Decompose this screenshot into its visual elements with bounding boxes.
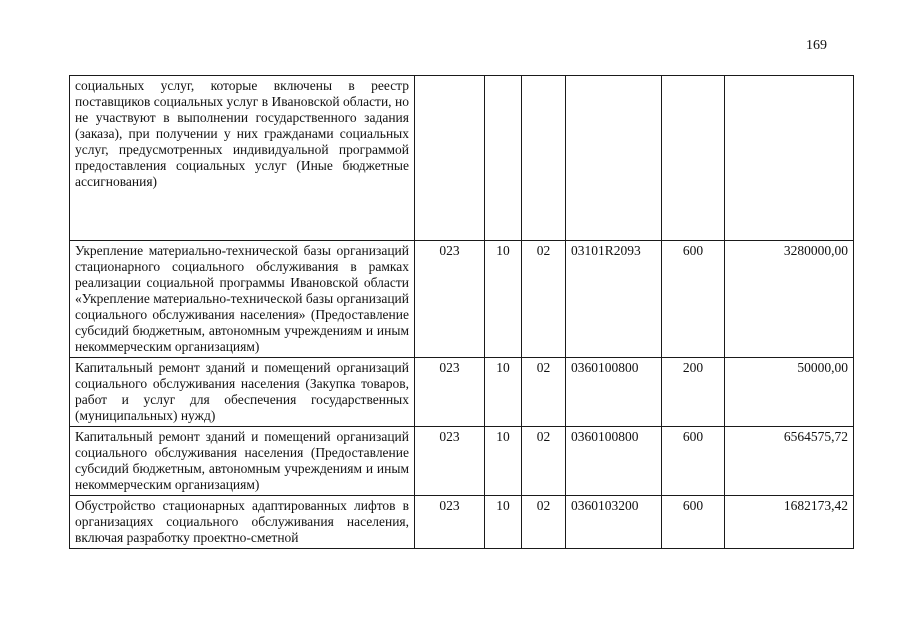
subsection-code-cell: 02 bbox=[522, 241, 566, 358]
amount-cell bbox=[725, 76, 854, 241]
ministry-code-cell: 023 bbox=[415, 427, 485, 496]
table-row bbox=[70, 496, 854, 549]
amount-cell: 3280000,00 bbox=[725, 241, 854, 358]
row-description: Обустройство стационарных адаптированных лифтов в организациях социального обслуживания населения, включая разработку проектно-сметной bbox=[70, 496, 415, 549]
page-number: 169 bbox=[806, 38, 827, 53]
amount-cell: 50000,00 bbox=[725, 358, 854, 427]
table-row bbox=[70, 76, 854, 241]
target-code-cell bbox=[566, 76, 662, 241]
expense-type-cell: 600 bbox=[662, 427, 725, 496]
budget-table bbox=[69, 75, 854, 549]
expense-type-cell: 600 bbox=[662, 496, 725, 549]
expense-type-cell bbox=[662, 76, 725, 241]
subsection-code-cell: 02 bbox=[522, 427, 566, 496]
target-code-cell: 0360100800 bbox=[566, 427, 662, 496]
ministry-code-cell bbox=[415, 76, 485, 241]
amount-cell: 1682173,42 bbox=[725, 496, 854, 549]
target-code-cell: 03101R2093 bbox=[566, 241, 662, 358]
target-code-cell: 0360100800 bbox=[566, 358, 662, 427]
section-code-cell bbox=[485, 76, 522, 241]
table-row bbox=[70, 358, 854, 427]
subsection-code-cell: 02 bbox=[522, 496, 566, 549]
section-code-cell: 10 bbox=[485, 496, 522, 549]
section-code-cell: 10 bbox=[485, 427, 522, 496]
row-description: Укрепление материально-технической базы организаций стационарного социального обслуживания в рамках реализации социальной программы Ивановской области «Укрепление материально-технической базы организаций социального обслуживания населения» (Предоставление субсидий бюджетным, автономным учреждениям и иным некоммерческим организациям) bbox=[70, 241, 415, 358]
section-code-cell: 10 bbox=[485, 241, 522, 358]
amount-cell: 6564575,72 bbox=[725, 427, 854, 496]
subsection-code-cell bbox=[522, 76, 566, 241]
section-code-cell: 10 bbox=[485, 358, 522, 427]
row-description: Капитальный ремонт зданий и помещений организаций социального обслуживания населения (Предоставление субсидий бюджетным, автономным учреждениям и иным некоммерческим организациям) bbox=[70, 427, 415, 496]
ministry-code-cell: 023 bbox=[415, 358, 485, 427]
row-description: Капитальный ремонт зданий и помещений организаций социального обслуживания населения (Закупка товаров, работ и услуг для обеспечения государственных (муниципальных) нужд) bbox=[70, 358, 415, 427]
ministry-code-cell: 023 bbox=[415, 241, 485, 358]
expense-type-cell: 600 bbox=[662, 241, 725, 358]
table-row bbox=[70, 427, 854, 496]
target-code-cell: 0360103200 bbox=[566, 496, 662, 549]
subsection-code-cell: 02 bbox=[522, 358, 566, 427]
row-description: социальных услуг, которые включены в реестр поставщиков социальных услуг в Ивановской области, но не участвуют в выполнении государственного задания (заказа), при получении у них гражданами социальных услуг, предусмотренных индивидуальной программой предоставления социальных услуг (Иные бюджетные ассигнования) bbox=[70, 76, 415, 241]
expense-type-cell: 200 bbox=[662, 358, 725, 427]
table-row bbox=[70, 241, 854, 358]
ministry-code-cell: 023 bbox=[415, 496, 485, 549]
